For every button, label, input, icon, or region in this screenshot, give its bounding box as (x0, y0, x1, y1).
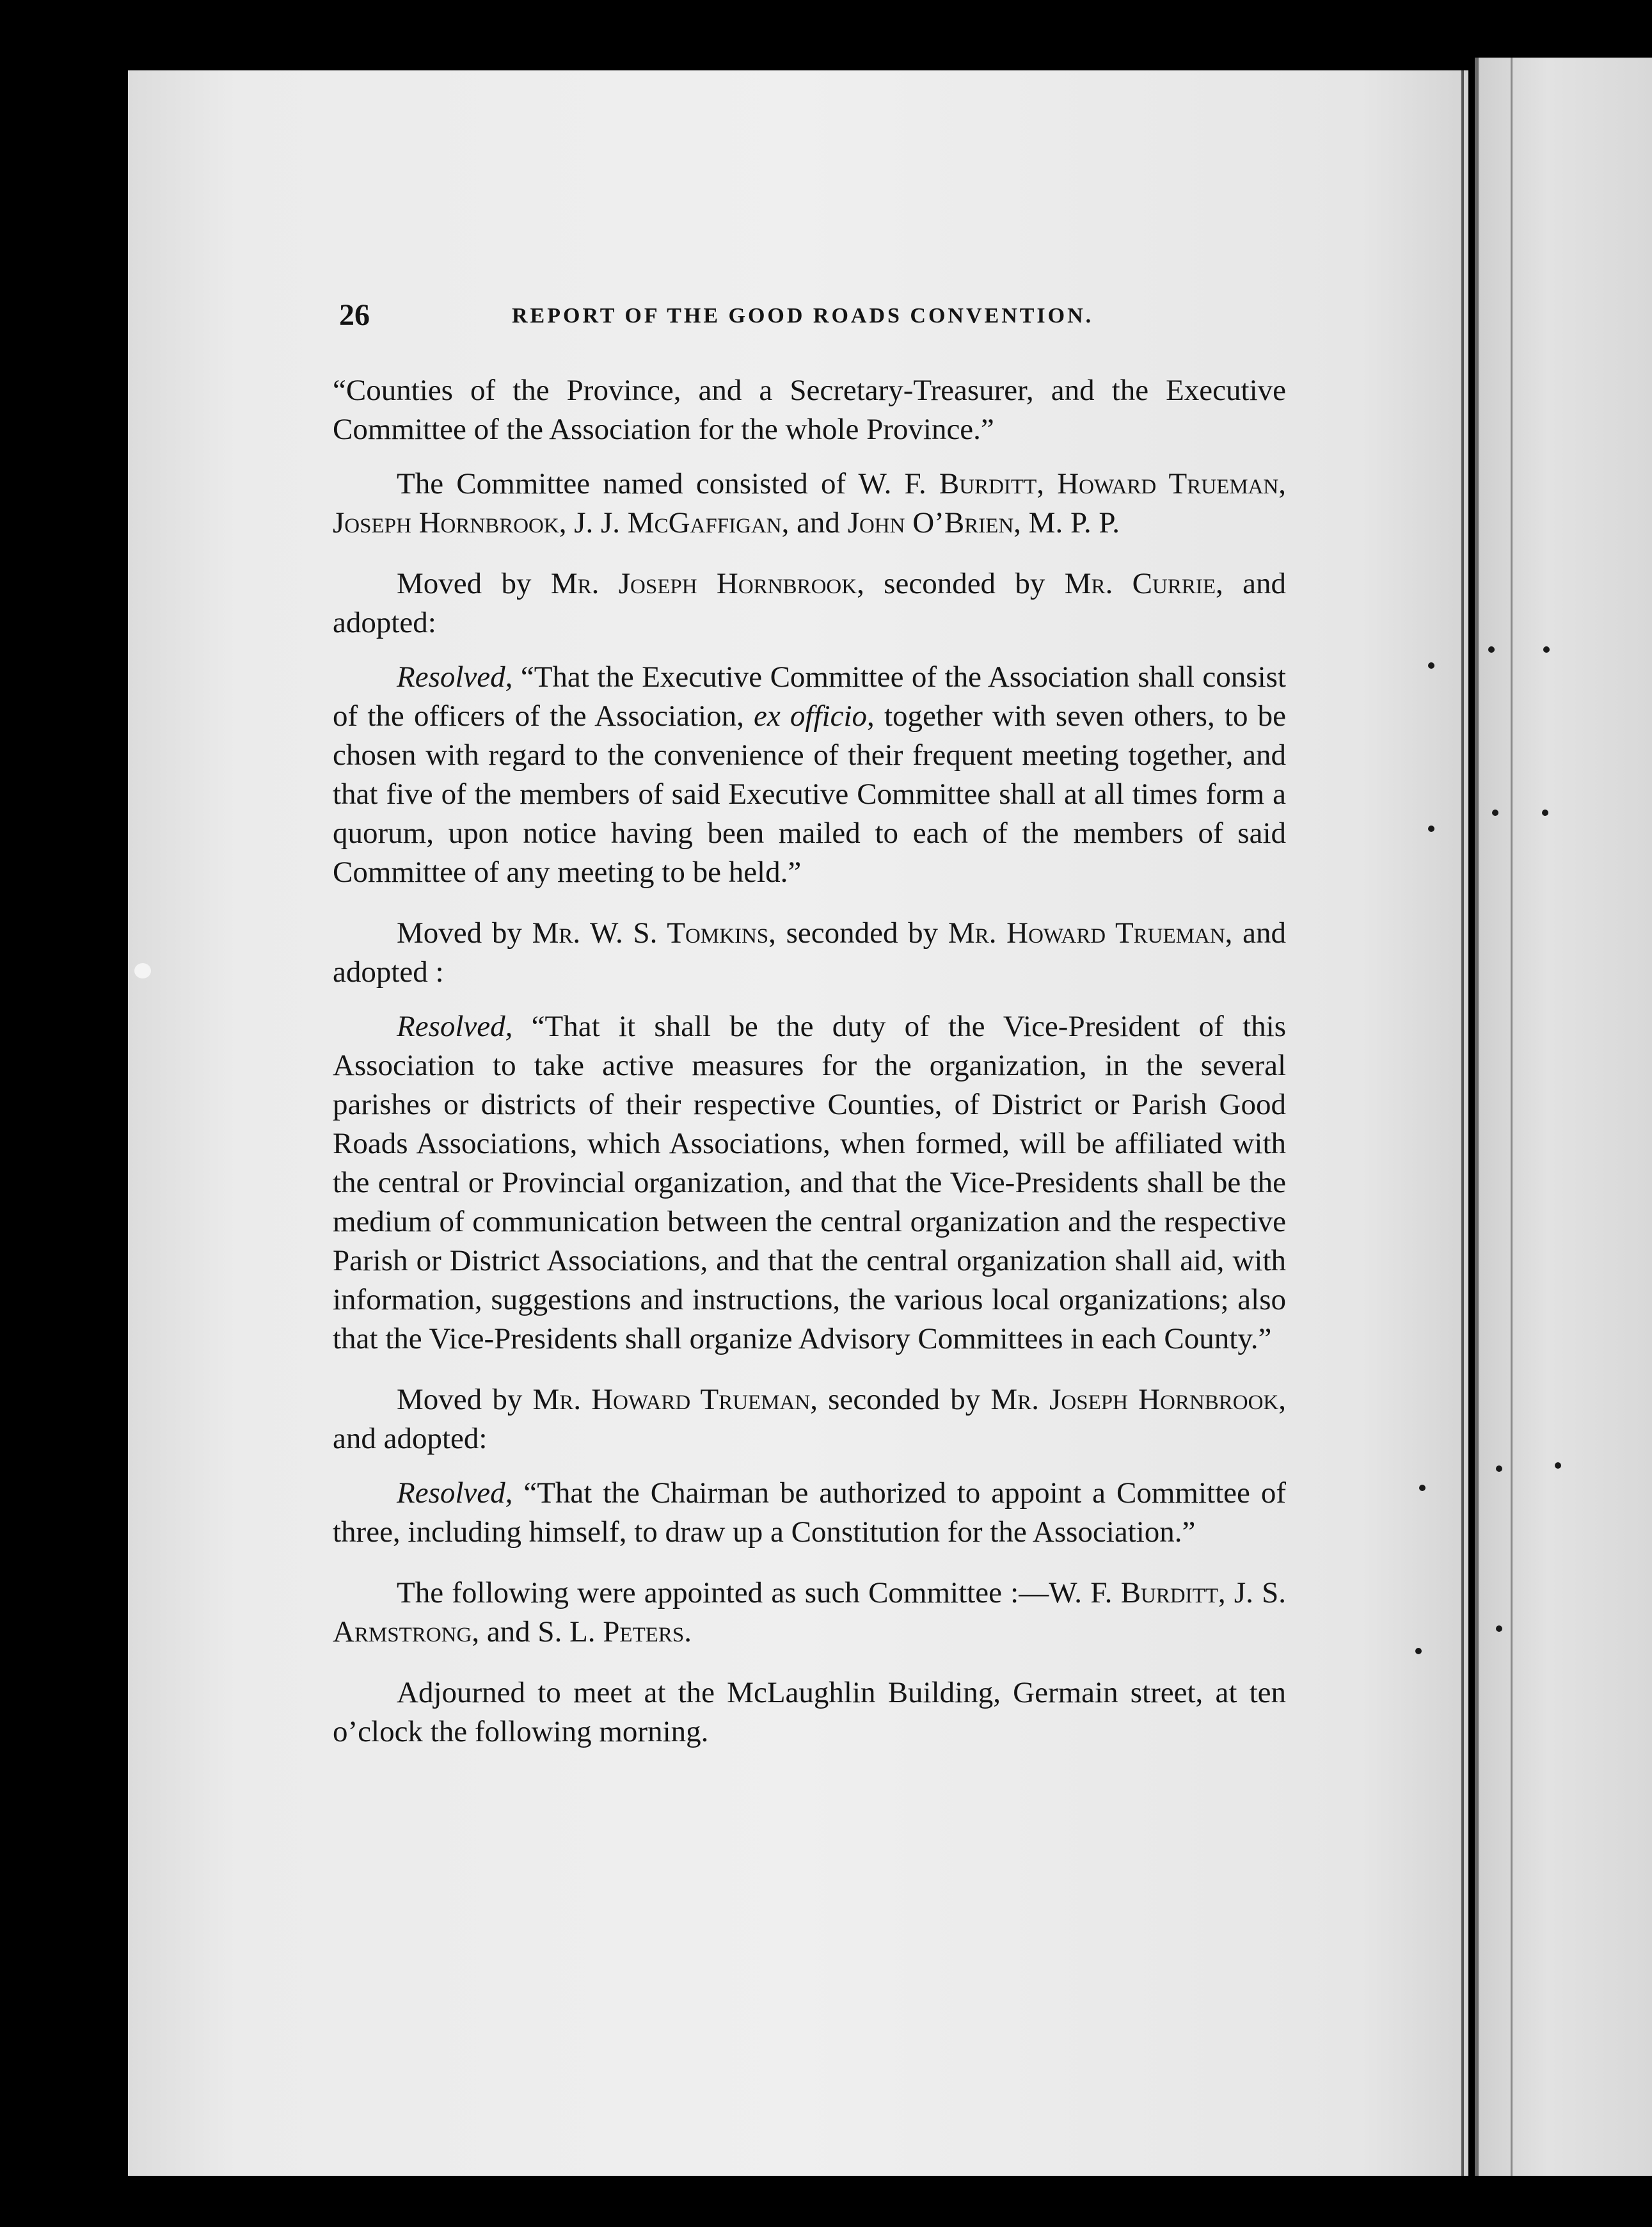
text-run: , M. P. P. (1013, 506, 1120, 539)
text-run: , and adopted: (333, 1383, 1286, 1455)
text-run: , and adopted: (333, 567, 1286, 639)
page-body (333, 371, 1286, 1752)
text-run: , seconded by (857, 567, 1065, 600)
person-name: John O’Brien (847, 506, 1014, 539)
running-head-title: REPORT OF THE GOOD ROADS CONVENTION. (512, 304, 1094, 328)
person-name: Peters (603, 1615, 685, 1648)
text-run: “That the Executive Committee of the Association shall consist of the officers of the Association, (333, 660, 1286, 733)
page-speck (1428, 662, 1434, 669)
person-name: Armstrong (333, 1615, 472, 1648)
paper-smudge (134, 963, 151, 978)
person-name: Mr. Howard Trueman (948, 916, 1225, 950)
page-speck (1496, 1625, 1502, 1632)
text-run: , (1278, 467, 1287, 500)
text-run: , seconded by (768, 916, 948, 950)
person-name: Mr. W. S. Tomkins (532, 916, 769, 950)
paragraph-motion-3 (333, 1380, 1286, 1458)
text-run: The Committee named consisted of W. F. (397, 467, 939, 500)
page-speck (1492, 810, 1498, 816)
running-head (339, 298, 1299, 349)
person-name: McGaffigan (627, 506, 782, 539)
person-name: Mr. Currie (1064, 567, 1216, 600)
person-name: Mr. Joseph Hornbrook (550, 567, 857, 600)
person-name: Joseph Hornbrook (333, 506, 559, 539)
latin-phrase: ex officio (754, 699, 868, 733)
paragraph-adjournment: Adjourned to meet at the McLaughlin Building, Germain street, at ten o’clock the following morning. (333, 1676, 1286, 1748)
paragraph-committee-named (333, 465, 1286, 543)
adjacent-page-edge (1475, 58, 1652, 2176)
text-run: Moved by (397, 916, 532, 950)
text-run: , and S. L. (472, 1615, 603, 1648)
resolved-label: Resolved, (397, 660, 513, 694)
paragraph-continuation: “Counties of the Province, and a Secretary-Treasurer, and the Executive Committee of the Association for the whole Province.” (333, 374, 1286, 446)
person-name: Mr. Joseph Hornbrook (990, 1383, 1279, 1416)
text-run: The following were appointed as such Committee :—W. F. (397, 1576, 1121, 1609)
text-run: , together with seven others, to be chosen with regard to the convenience of their frequent meeting together, and that five of the members of said Executive Committee shall at all times form a quorum, upon notice having been mailed to each of the members of said Committee of any meeting to be held.” (333, 699, 1286, 889)
text-run: , (1036, 467, 1058, 500)
text-run: , seconded by (810, 1383, 991, 1416)
person-name: Howard Trueman (1057, 467, 1279, 500)
paragraph-committee-appointed (333, 1574, 1286, 1652)
person-name: Burditt (1120, 1576, 1218, 1609)
text-run: “That the Chairman be authorized to appoint a Committee of three, including himself, to draw up a Constitution for the Association.” (333, 1476, 1286, 1549)
person-name: Burditt (939, 467, 1037, 500)
paragraph-motion-2 (333, 914, 1286, 992)
text-run: . (684, 1615, 692, 1648)
text-run: , and (781, 506, 848, 539)
person-name: Mr. Howard Trueman (532, 1383, 811, 1416)
text-run: , J. S. (1218, 1576, 1286, 1609)
page-number: 26 (339, 298, 370, 332)
text-run: Moved by (397, 1383, 533, 1416)
page-speck (1488, 646, 1495, 653)
resolved-label: Resolved, (397, 1010, 513, 1043)
paragraph-motion-1 (333, 564, 1286, 643)
resolved-label: Resolved, (397, 1476, 513, 1510)
paragraph-resolution-1 (333, 658, 1286, 892)
adjacent-page-gutter-line (1511, 58, 1513, 2176)
text-run: , J. J. (559, 506, 628, 539)
paragraph-resolution-3 (333, 1474, 1286, 1552)
page-speck (1428, 826, 1434, 832)
text-run: Moved by (397, 567, 551, 600)
page-speck (1542, 810, 1548, 816)
text-run: , and adopted : (333, 916, 1286, 989)
page-speck (1543, 646, 1550, 653)
page-speck (1415, 1648, 1422, 1654)
text-run: “That it shall be the duty of the Vice-President of this Association to take active measures for the organization, in the several parishes or districts of their respective Counties, of District or Parish Good Roads Associations, which Associations, when formed, will be affiliated with the central or Provincial organization, and that the Vice-Presidents shall be the medium of communication between the central organization and the respective Parish or District Associations, and that the central organization shall aid, with information, suggestions and instructions, the various local organizations; also that the Vice-Presidents shall organize Advisory Committees in each County.” (333, 1010, 1286, 1355)
page-speck (1419, 1485, 1426, 1491)
page-speck (1555, 1462, 1561, 1469)
page-speck (1496, 1465, 1502, 1472)
paragraph-resolution-2 (333, 1007, 1286, 1359)
